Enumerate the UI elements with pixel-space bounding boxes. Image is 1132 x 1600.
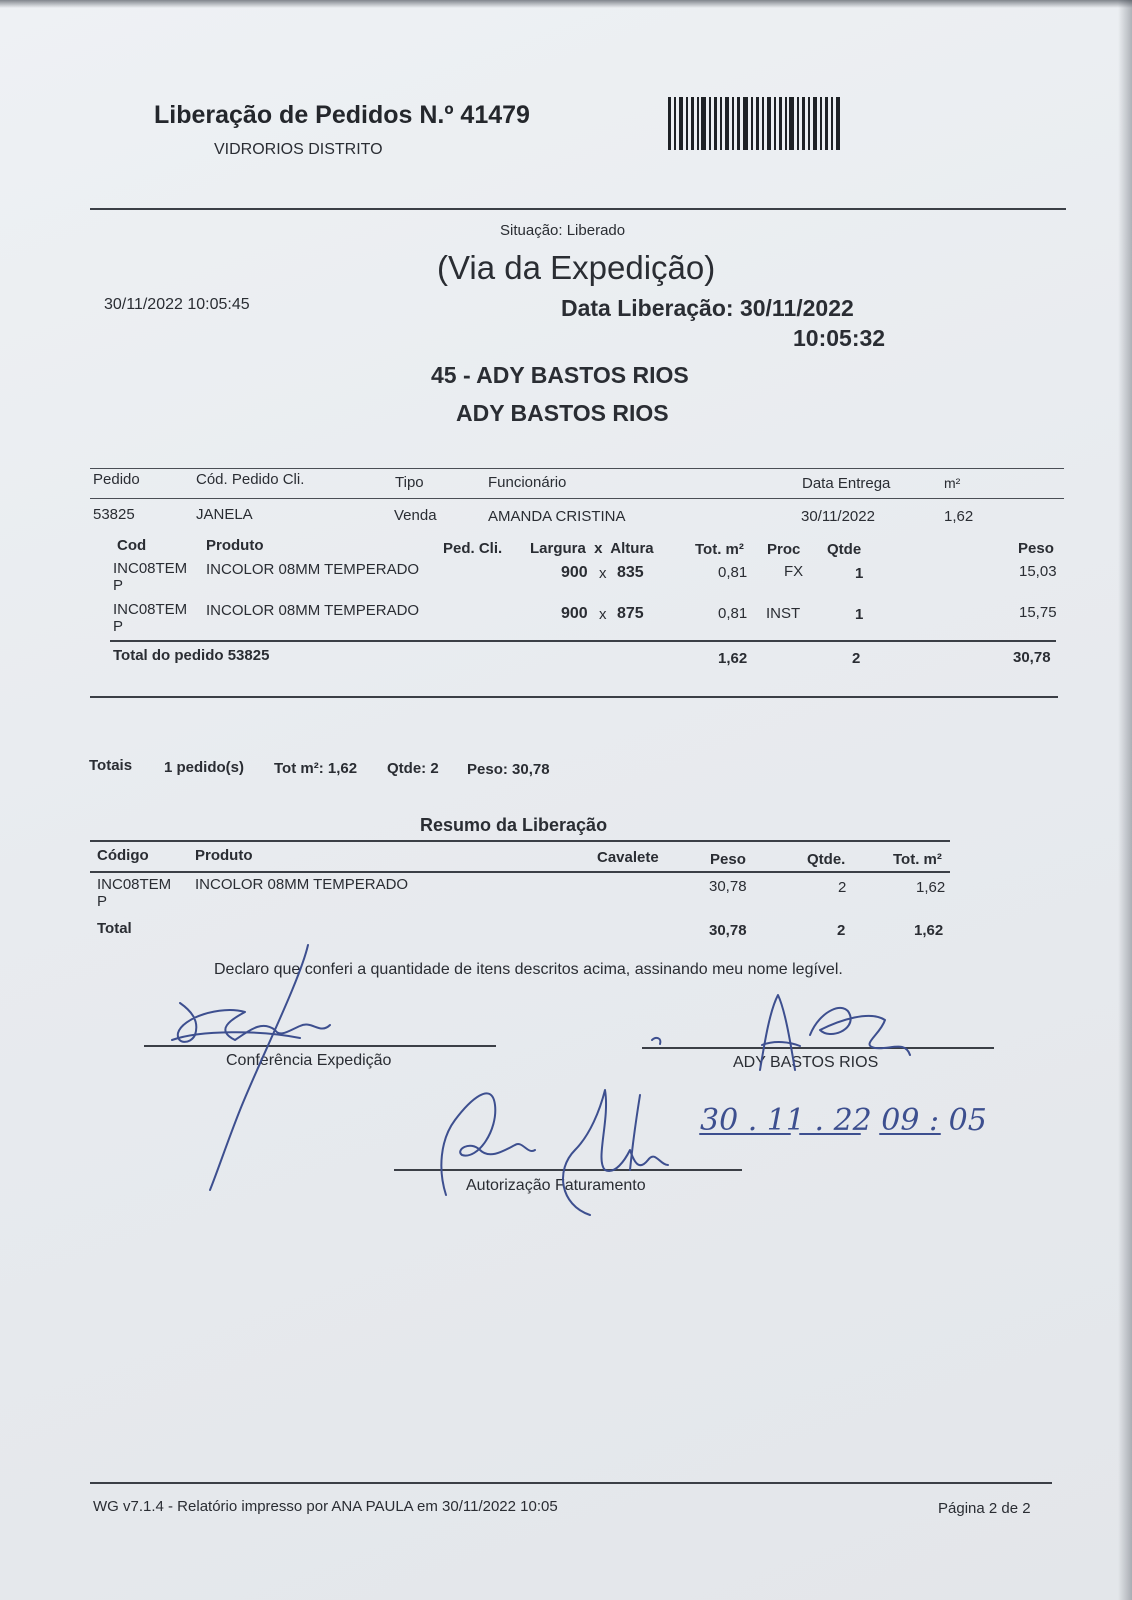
item-row-2-peso: 15,75 [1019, 604, 1057, 621]
item-row-2-largura: 900 [561, 605, 588, 622]
signature-label-conferencia: Conferência Expedição [226, 1052, 392, 1069]
order-total-peso: 30,78 [1013, 649, 1051, 666]
resumo-total-label: Total [97, 920, 132, 937]
footer-divider [90, 1482, 1052, 1484]
order-tipo: Venda [394, 507, 437, 524]
col-data-entrega-header: Data Entrega [802, 475, 891, 492]
totais-label: Totais [89, 757, 133, 774]
svg-text:30 . 11 . 22 09 : 05: 30 . 11 . 22 09 : 05 [700, 1103, 987, 1138]
declaration-text: Declaro que conferi a quantidade de itens descritos acima, assinando meu nome legível. [214, 961, 843, 978]
items-produto-header: Produto [206, 537, 264, 554]
release-time: 10:05:32 [793, 325, 886, 351]
order-total-label: Total do pedido 53825 [113, 647, 270, 664]
order-data-entrega: 30/11/2022 [801, 508, 875, 525]
item-row-1-peso: 15,03 [1019, 563, 1057, 580]
copy-type-heading: (Via da Expedição) [437, 249, 716, 286]
item-row-2-qtde: 1 [855, 606, 864, 623]
resumo-qtde-header: Qtde. [807, 851, 846, 868]
totais-m2: Tot m²: 1,62 [274, 760, 358, 777]
item-row-1-altura: 835 [617, 564, 644, 581]
item-row-2-proc: INST [766, 605, 801, 622]
item-row-1-tot-m2: 0,81 [718, 564, 748, 581]
col-funcionario-header: Funcionário [488, 474, 567, 491]
order-m2: 1,62 [944, 508, 974, 525]
footer-report-info: WG v7.1.4 - Relatório impresso por ANA PAULA em 30/11/2022 10:05 [93, 1498, 558, 1515]
handwritten-date-icon [700, 1103, 987, 1138]
item-row-1-qtde: 1 [855, 565, 864, 582]
resumo-total-peso: 30,78 [709, 922, 747, 939]
status-label: Situação: Liberado [500, 222, 626, 239]
client-code-name: 45 - ADY BASTOS RIOS [431, 362, 689, 388]
client-name: ADY BASTOS RIOS [456, 400, 669, 426]
conferencia-signature-icon [172, 945, 330, 1190]
order-funcionario: AMANDA CRISTINA [488, 508, 626, 525]
document-title: Liberação de Pedidos N.º 41479 [154, 101, 530, 129]
item-row-1-largura: 900 [561, 564, 588, 581]
signature-label-autorizacao: Autorização Faturamento [466, 1177, 646, 1194]
resumo-total-qtde: 2 [837, 922, 846, 939]
item-row-2-altura: 875 [617, 605, 644, 622]
autorizacao-signature-icon [441, 1090, 668, 1215]
col-m2-header: m² [944, 475, 961, 491]
resumo-tot-m2-header: Tot. m² [893, 851, 942, 868]
item-row-1-cod-wrap: P [113, 577, 124, 594]
order-total-qtde: 2 [852, 650, 861, 667]
resumo-codigo-header: Código [97, 847, 149, 864]
footer-page-number: Página 2 de 2 [938, 1500, 1031, 1517]
col-cod-pedido-cli-header: Cód. Pedido Cli. [196, 471, 305, 488]
resumo-row-codigo-wrap: P [97, 893, 108, 910]
items-tot-m2-header: Tot. m² [695, 541, 744, 558]
company-name: VIDRORIOS DISTRITO [214, 141, 383, 158]
col-tipo-header: Tipo [395, 474, 424, 491]
resumo-title: Resumo da Liberação [420, 815, 608, 835]
resumo-produto-header: Produto [195, 847, 253, 864]
printed-timestamp: 30/11/2022 10:05:45 [104, 296, 250, 313]
totais-peso: Peso: 30,78 [467, 761, 550, 778]
signature-label-cliente: ADY BASTOS RIOS [733, 1054, 879, 1071]
item-row-2-cod: INC08TEM [113, 601, 188, 618]
resumo-row-peso: 30,78 [709, 878, 747, 895]
col-pedido-header: Pedido [93, 471, 140, 488]
item-row-2-tot-m2: 0,81 [718, 605, 748, 622]
resumo-total-tot-m2: 1,62 [914, 922, 944, 939]
item-row-1-proc: FX [784, 563, 804, 580]
totais-qtde: Qtde: 2 [387, 760, 439, 777]
item-row-2-produto: INCOLOR 08MM TEMPERADO [206, 602, 420, 619]
resumo-cavalete-header: Cavalete [597, 849, 659, 866]
item-row-1-produto: INCOLOR 08MM TEMPERADO [206, 561, 420, 578]
items-qtde-header: Qtde [827, 541, 862, 558]
item-row-2-cod-wrap: P [113, 618, 124, 635]
resumo-row-codigo: INC08TEM [97, 876, 172, 893]
items-ped-cli-header: Ped. Cli. [443, 540, 503, 557]
items-largura-altura-header: Largura x Altura [530, 540, 654, 557]
item-row-1-x: x [599, 565, 607, 582]
items-proc-header: Proc [767, 541, 801, 558]
resumo-peso-header: Peso [710, 851, 746, 868]
order-cod-pedido-cli: JANELA [196, 506, 253, 523]
release-date: Data Liberação: 30/11/2022 [561, 295, 854, 321]
totais-pedidos: 1 pedido(s) [164, 759, 245, 776]
resumo-row-tot-m2: 1,62 [916, 879, 946, 896]
cliente-signature-icon [652, 995, 910, 1070]
order-total-m2: 1,62 [718, 650, 748, 667]
resumo-row-qtde: 2 [838, 879, 847, 896]
items-peso-header: Peso [1018, 540, 1054, 557]
item-row-2-x: x [599, 606, 607, 623]
resumo-row-produto: INCOLOR 08MM TEMPERADO [195, 876, 409, 893]
order-pedido: 53825 [93, 506, 135, 523]
items-cod-header: Cod [117, 537, 147, 554]
item-row-1-cod: INC08TEM [113, 560, 188, 577]
